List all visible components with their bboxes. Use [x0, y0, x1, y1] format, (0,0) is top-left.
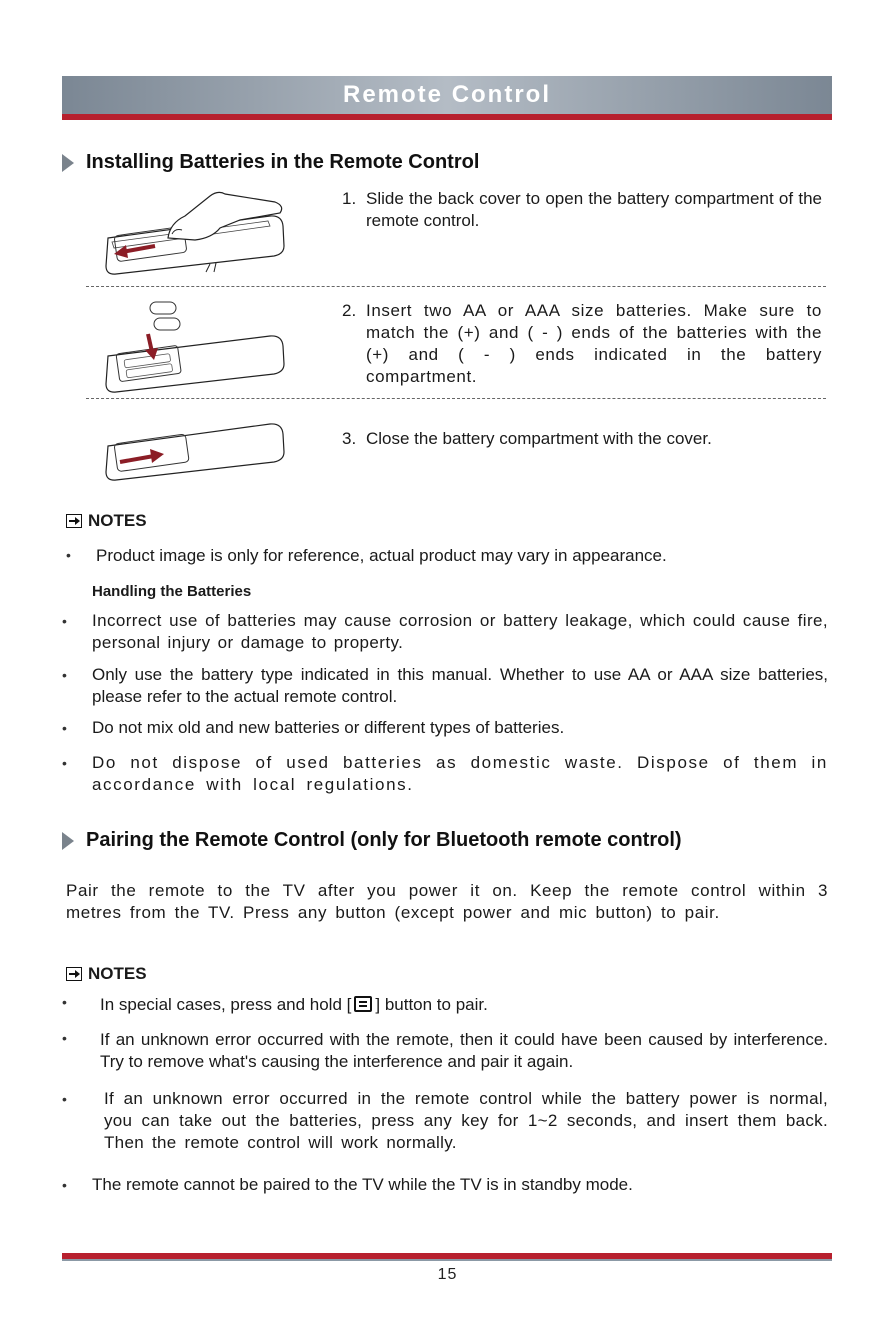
section-installing-batteries [62, 151, 479, 174]
step-text: Close the battery compartment with the cover. [366, 429, 712, 448]
bullet-icon: • [62, 613, 67, 629]
page-number: 15 [437, 1266, 458, 1283]
page-banner [62, 76, 832, 114]
page-title: Remote Control [343, 81, 551, 108]
note-item: Only use the battery type indicated in this manual. Whether to use AA or AAA size batteries, please refer to the actual remote control. [92, 665, 828, 706]
footer-rule-secondary [62, 1259, 832, 1261]
step-number: 2. [342, 301, 357, 320]
banner-rule [62, 114, 832, 120]
notes-heading [66, 964, 147, 984]
bullet-icon: • [62, 1177, 67, 1193]
subheading-handling-batteries: Handling the Batteries [92, 583, 252, 600]
step-2 [342, 300, 822, 388]
step-text: Slide the back cover to open the battery compartment of the remote control. [366, 189, 822, 230]
note-item: Do not mix old and new batteries or different types of batteries. [92, 718, 565, 737]
note-item: If an unknown error occurred with the remote, then it could have been caused by interference. Try to remove what's causing the interference and pair it again. [100, 1030, 828, 1071]
step-text: Insert two AA or AAA size batteries. Make sure to match the (+) and ( - ) ends of the batteries with the (+) and ( - ) ends indicated in the battery compartment. [366, 301, 822, 386]
notes-arrow-icon [66, 967, 82, 981]
notes-arrow-icon [66, 514, 82, 528]
note-item: Product image is only for reference, actual product may vary in appearance. [96, 546, 667, 565]
remote-close-cover-illustration [100, 414, 300, 484]
step-number: 1. [342, 189, 357, 208]
section-heading: Pairing the Remote Control (only for Bluetooth remote control) [86, 829, 682, 851]
notes-title: NOTES [88, 964, 147, 983]
note-item: The remote cannot be paired to the TV while the TV is in standby mode. [92, 1175, 633, 1194]
note-item [100, 994, 820, 1016]
step-1 [342, 188, 822, 232]
bullet-icon: • [62, 1091, 67, 1107]
notes-heading [66, 511, 147, 531]
triangle-right-icon [62, 154, 74, 172]
bullet-icon: • [62, 755, 67, 771]
step-number: 3. [342, 429, 357, 448]
bullet-icon: • [62, 1030, 67, 1046]
note-item: Incorrect use of batteries may cause corrosion or battery leakage, which could cause fire, personal injury or damage to property. [92, 611, 828, 652]
section-pairing-remote [62, 829, 682, 852]
note-text: ] button to pair. [375, 995, 488, 1014]
step-3 [342, 428, 822, 450]
pairing-body: Pair the remote to the TV after you power it on. Keep the remote control within 3 metres from the TV. Press any button (except power and mic button) to pair. [66, 881, 828, 922]
remote-insert-batteries-illustration [100, 296, 300, 396]
bullet-icon: • [62, 994, 67, 1010]
bullet-icon: • [66, 547, 71, 563]
note-item: Do not dispose of used batteries as domestic waste. Dispose of them in accordance with local regulations. [92, 753, 828, 794]
divider [86, 398, 826, 399]
note-text: In special cases, press and hold [ [100, 995, 352, 1014]
note-item: If an unknown error occurred in the remote control while the battery power is normal, you can take out the batteries, press any key for 1~2 seconds, and insert them back. Then the remote control will work normally. [104, 1089, 828, 1152]
bullet-icon: • [62, 667, 67, 683]
notes-title: NOTES [88, 511, 147, 530]
remote-open-cover-illustration [100, 188, 300, 278]
triangle-right-icon [62, 832, 74, 850]
section-heading: Installing Batteries in the Remote Control [86, 151, 480, 173]
divider [86, 286, 826, 287]
menu-button-icon [354, 996, 372, 1012]
bullet-icon: • [62, 720, 67, 736]
